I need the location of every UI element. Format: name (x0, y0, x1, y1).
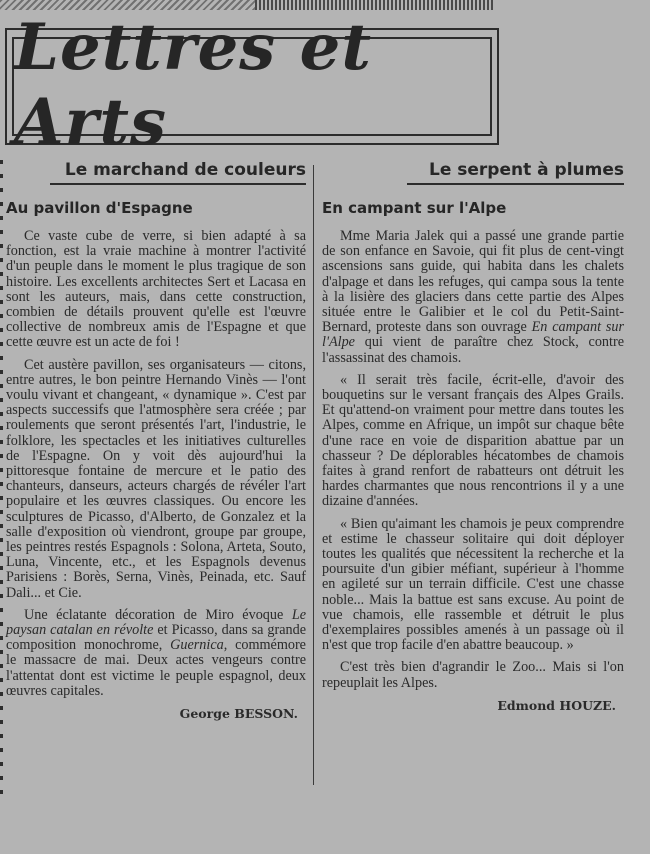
author-signature: Edmond HOUZE. (497, 697, 616, 713)
masthead-frame (5, 9, 499, 160)
rubric-right: Le serpent à plumes (407, 160, 624, 185)
text-run: , commémore le massacre de mai. Deux actes vengeurs contre l'attentat dont est victime le peuple espagnol, deux œuvres capitales. (6, 637, 306, 699)
artwork-title: Le paysan catalan en révolte (6, 606, 306, 639)
text-run: et Picasso, dans sa grande composition monochrome, (6, 622, 306, 654)
section-title: Lettres et Arts (14, 9, 372, 160)
book-title: En campant sur l'Alpe (322, 319, 625, 351)
masthead-inner-frame (12, 9, 492, 160)
paragraph: Ce vaste cube de verre, si bien adapté à sa fonction, est la vraie machine à montrer l'activité d'un peuple dans le moment le plus tragique de son histoire. Les excellents architectes Sert et Lacasa en sont les auteurs, mais, dans cette construction, combien de détails prouvent qu'elle est l'œuvre collective de nombreux amis de l'Espagne et que cette œuvre est un acte de foi ! (6, 228, 306, 351)
headline-right: En campant sur l'Alpe (322, 199, 507, 217)
paragraph: Cet austère pavillon, ses organisateurs — citons, entre autres, le bon peintre Hernando Vinès — l'ont voulu vivant et changeant, « dynamique ». C'est par aspects successifs que l'atmosphère sera créée ; par roulements que seront présentés l'art, l'industrie, le folklore, les spectacles et les initiatives culturelles de l'Espagne. On y voit dès aujourd'hui la pittoresque fontaine de mercure et le patio des chanteurs, danseurs, acteurs chargés de révéler l'art populaire et les œuvres classiques. Ou encore les sculptures de Picasso, d'Alberto, de Gonzalez et la salle d'exposition où viendront, groupe par groupe, les peintres restés Espagnols : Solona, Arteta, Souto, Luna, Vincente, etc., et les Espagnols devenus Parisiens : Borès, Serna, Vinès, Peinada, etc. Sauf Dali... et Cie. (6, 356, 306, 601)
right-article (322, 160, 624, 713)
left-article (6, 160, 306, 721)
text-run: Une éclatante décoration de Miro évoque (24, 606, 292, 623)
text-run: qui vient de paraître chez Stock, contre l'assassinat des chamois. (322, 334, 624, 366)
text-run: Mme Maria Jalek qui a passé une grande partie de son enfance en Savoie, qui fit plus de cent-vingt ascensions sans guide, qui habita dans les chalets d'alpage et dans les refuges, qui campa sous la tente à la lisière des glaciers dans cette partie des Alpes située entre le Galibier et le col du Petit-Saint-Bernard, proteste dans son ouvrage (322, 228, 624, 336)
wavy-rule (0, 0, 255, 10)
left-edge-rule (0, 160, 3, 800)
paragraph: « Il serait très facile, écrit-elle, d'avoir des bouquetins sur le versant français des Alpes Grails. Et qu'attend-on vraiment pour mettre dans toutes les Alpes, comme en Afrique, un impôt sur chaque bête d'une race en voie de disparition abattue par un chasseur ? De déplorables hécatombes de chamois faites à grand renfort de rabatteurs ont détruit les hardes charmantes que nous rencontrions il y a une dizaine d'années. (322, 371, 624, 510)
headline-left: Au pavillon d'Espagne (6, 199, 193, 217)
artwork-title: Guernica (170, 637, 224, 654)
hatched-rule (255, 0, 495, 10)
paragraph: C'est très bien d'agrandir le Zoo... Mais si l'on repeuplait les Alpes. (322, 659, 624, 691)
author-signature: George BESSON. (179, 706, 298, 722)
rubric-left: Le marchand de couleurs (50, 160, 306, 185)
paragraph (322, 229, 624, 366)
paragraph: « Bien qu'aimant les chamois je peux comprendre et estime le chasseur solitaire qui doit déployer toutes les qualités que nécessitent la recherche et la poursuite d'un gibier méfiant, supérieur à l'homme en agileté sur un terrain difficile. C'est une chasse noble... Mais la battue est sans excuse. Au point de vue chamois, elle rassemble et détruit le plus d'exemplaires possibles amenés à un passage où il n'est que trop facile d'en abattre beaucoup. » (322, 515, 624, 654)
column-divider (313, 165, 314, 785)
paragraph (6, 608, 306, 699)
